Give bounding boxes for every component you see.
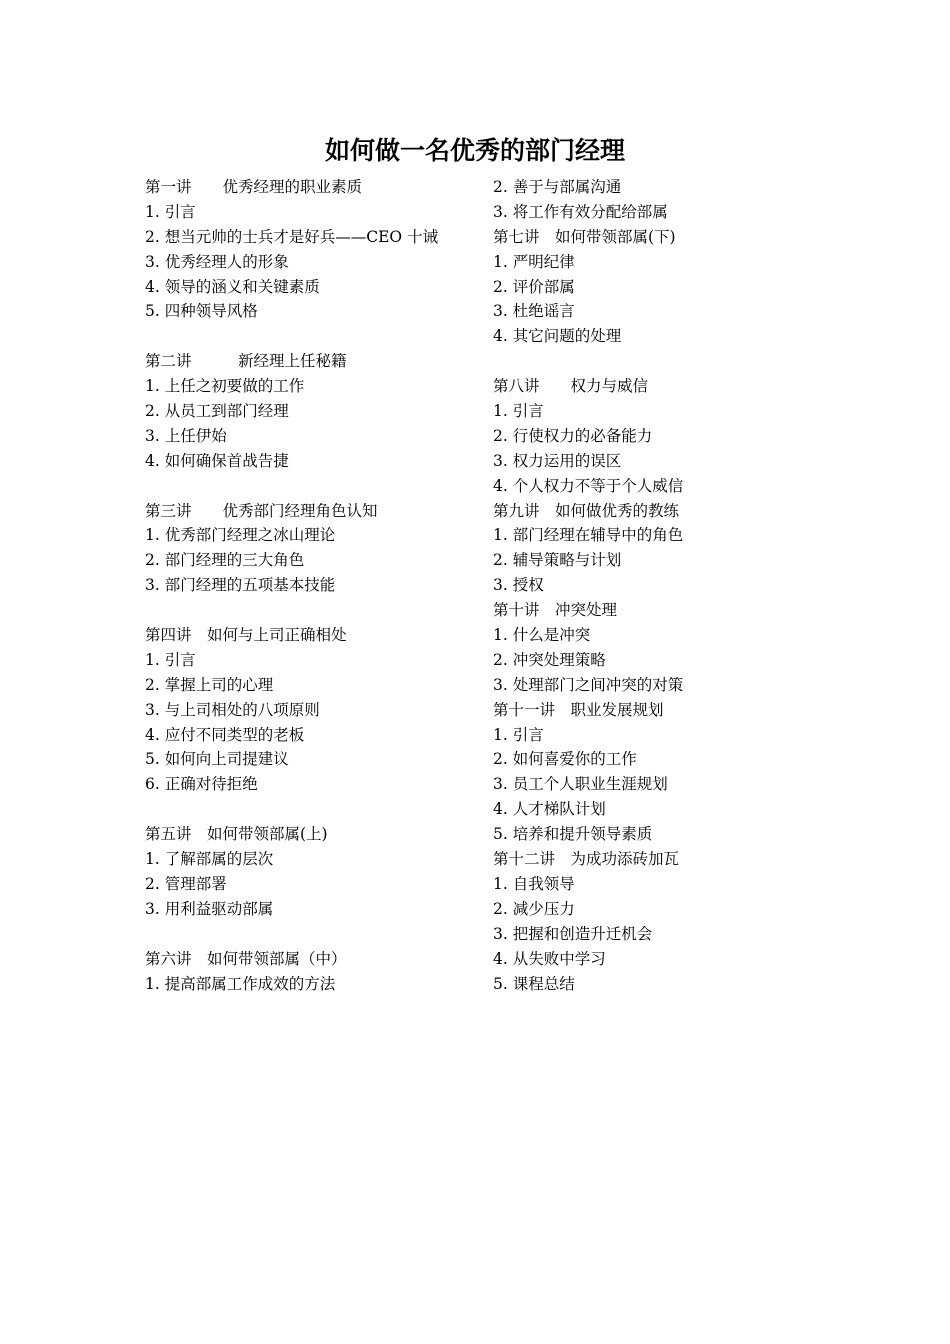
lecture-heading: 第五讲 如何带领部属(上) [145,825,328,844]
lecture-heading: 第九讲 如何做优秀的教练 [493,501,680,520]
lecture-item: 1. 引言 [493,402,544,421]
lecture-heading: 第十一讲 职业发展规划 [493,700,664,719]
lecture-item: 2. 想当元帅的士兵才是好兵——CEO 十诫 [145,227,439,246]
lecture-item: 1. 了解部属的层次 [145,850,274,869]
lecture-item: 2. 如何喜爱你的工作 [493,750,637,769]
lecture-item: 3. 员工个人职业生涯规划 [493,775,668,794]
lecture-heading: 第十二讲 为成功添砖加瓦 [493,850,680,869]
lecture-item: 2. 掌握上司的心理 [145,675,274,694]
lecture-item: 1. 上任之初要做的工作 [145,377,305,396]
lecture-item: 4. 应付不同类型的老板 [145,725,305,744]
lecture-item: 1. 引言 [145,202,196,221]
lecture-item: 1. 什么是冲突 [493,626,591,645]
blank-line [145,474,485,499]
lecture-item: 3. 授权 [493,576,544,595]
right-column [493,175,823,996]
blank-line [493,349,823,374]
lecture-heading: 第四讲 如何与上司正确相处 [145,626,347,645]
lecture-heading: 第六讲 如何带领部属（中） [145,949,347,968]
lecture-heading: 第一讲 优秀经理的职业素质 [145,178,363,196]
lecture-item: 2. 减少压力 [493,899,575,918]
lecture-item: 3. 部门经理的五项基本技能 [145,576,336,595]
lecture-item: 1. 严明纪律 [493,252,575,271]
lecture-item: 3. 优秀经理人的形象 [145,252,289,271]
lecture-item: 1. 部门经理在辅导中的角色 [493,526,684,545]
page-title: 如何做一名优秀的部门经理 [324,136,625,165]
lecture-item: 3. 上任伊始 [145,426,227,445]
lecture-item: 1. 优秀部门经理之冰山理论 [145,526,336,545]
lecture-item: 2. 善于与部属沟通 [493,178,622,196]
blank-line [145,797,485,822]
lecture-heading: 第三讲 优秀部门经理角色认知 [145,501,378,520]
blank-line [145,922,485,947]
lecture-item: 3. 与上司相处的八项原则 [145,700,320,719]
lecture-item: 3. 把握和创造升迁机会 [493,924,653,943]
lecture-item: 5. 培养和提升领导素质 [493,825,653,844]
lecture-item: 3. 将工作有效分配给部属 [493,202,668,221]
lecture-item: 3. 用利益驱动部属 [145,899,274,918]
lecture-item: 2. 评价部属 [493,277,575,296]
lecture-heading: 第十讲 冲突处理 [493,601,618,620]
lecture-item: 3. 权力运用的误区 [493,451,622,470]
lecture-item: 1. 引言 [493,725,544,744]
lecture-item: 2. 辅导策略与计划 [493,551,622,570]
lecture-item: 5. 课程总结 [493,974,575,993]
lecture-item: 1. 自我领导 [493,874,575,893]
lecture-item: 4. 领导的涵义和关键素质 [145,277,320,296]
lecture-item: 6. 正确对待拒绝 [145,775,258,794]
lecture-item: 2. 冲突处理策略 [493,650,606,669]
lecture-item: 3. 杜绝谣言 [493,302,575,321]
lecture-item: 2. 部门经理的三大角色 [145,551,305,570]
lecture-item: 4. 其它问题的处理 [493,327,622,346]
lecture-item: 4. 从失败中学习 [493,949,606,968]
lecture-item: 2. 从员工到部门经理 [145,402,289,421]
blank-line [145,598,485,623]
blank-line [145,324,485,349]
lecture-item: 1. 提高部属工作成效的方法 [145,974,336,993]
lecture-heading: 第七讲 如何带领部属(下) [493,227,676,246]
lecture-item: 5. 如何向上司提建议 [145,750,289,769]
lecture-item: 4. 如何确保首战告捷 [145,451,289,470]
lecture-heading: 第二讲 新经理上任秘籍 [145,352,347,371]
lecture-item: 4. 人才梯队计划 [493,800,606,819]
left-column [145,175,485,996]
lecture-item: 5. 四种领导风格 [145,302,258,321]
lecture-item: 1. 引言 [145,650,196,669]
lecture-item: 3. 处理部门之间冲突的对策 [493,675,684,694]
lecture-item: 4. 个人权力不等于个人威信 [493,476,684,495]
lecture-heading: 第八讲 权力与威信 [493,377,649,396]
lecture-item: 2. 行使权力的必备能力 [493,426,653,445]
lecture-item: 2. 管理部署 [145,874,227,893]
